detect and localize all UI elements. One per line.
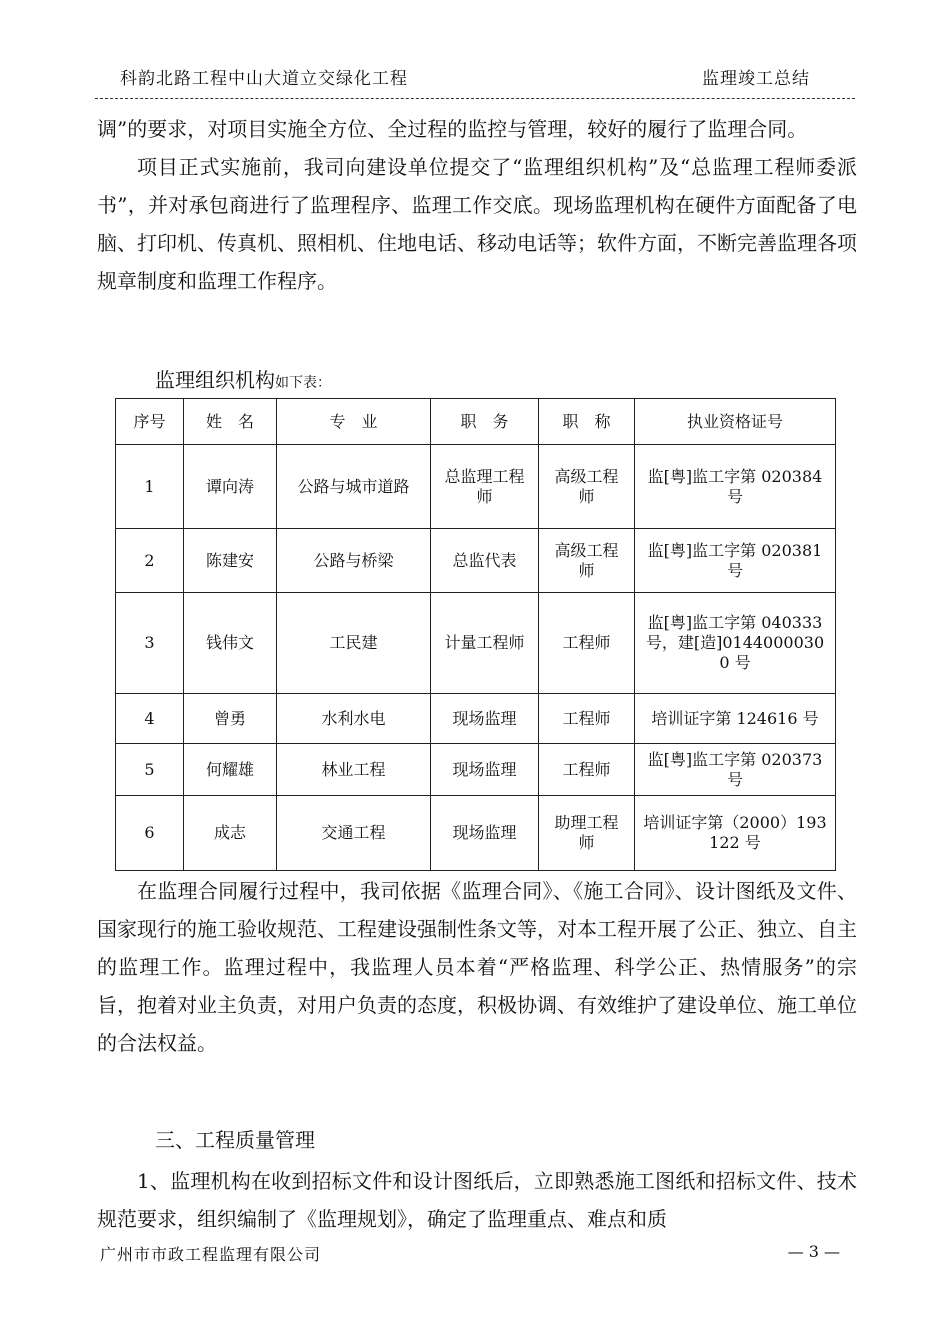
paragraph-quality-item-1: 1、监理机构在收到招标文件和设计图纸后，立即熟悉施工图纸和招标文件、技术规范要求，组织编制了《监理规划》，确定了监理重点、难点和质: [97, 1169, 857, 1231]
cell-name: 钱伟文: [184, 593, 277, 694]
cell-certificate: 监[粤]监工字第 020373 号: [635, 744, 836, 796]
cell-index: 2: [116, 529, 184, 593]
cell-name: 成志: [184, 796, 277, 871]
paragraph-contract-performance: 在监理合同履行过程中，我司依据《监理合同》、《施工合同》、设计图纸及文件、国家现行的施工验收规范、工程建设强制性条文等，对本工程开展了公正、独立、自主的监理工作。监理过程中，我监理人员本着“严格监理、科学公正、热情服务”的宗旨，抱着对业主负责，对用户负责的态度，积极协调、有效维护了建设单位、施工单位的合法权益。: [97, 879, 857, 1055]
cell-index: 6: [116, 796, 184, 871]
page-footer: [95, 1240, 855, 1270]
table-caption-title: 监理组织机构: [155, 368, 275, 392]
cell-certificate: 监[粤]监工字第 020381 号: [635, 529, 836, 593]
header-cell-title: 职 称: [539, 399, 635, 445]
cell-major: 工民建: [277, 593, 431, 694]
cell-major: 水利水电: [277, 694, 431, 744]
cell-title: 高级工程师: [539, 529, 635, 593]
section-title: 三、工程质量管理: [155, 1128, 315, 1152]
table-caption-suffix: 如下表：: [275, 375, 331, 391]
cell-position: 现场监理: [431, 694, 539, 744]
cell-index: 1: [116, 445, 184, 529]
section-text: [97, 1162, 857, 1238]
cell-name: 何耀雄: [184, 744, 277, 796]
cell-certificate: 监[粤]监工字第 020384 号: [635, 445, 836, 529]
cell-position: 现场监理: [431, 744, 539, 796]
cell-index: 5: [116, 744, 184, 796]
header-project-title: 科韵北路工程中山大道立交绿化工程: [120, 69, 408, 89]
cell-position: 总监理工程师: [431, 445, 539, 529]
table-caption: [155, 364, 331, 393]
table-row: [116, 694, 836, 744]
organization-table: [115, 398, 836, 871]
cell-name: 谭向涛: [184, 445, 277, 529]
cell-name: 曾勇: [184, 694, 277, 744]
contract-text: [97, 872, 857, 1062]
cell-title: 助理工程师: [539, 796, 635, 871]
cell-major: 林业工程: [277, 744, 431, 796]
paragraph-preparation: 项目正式实施前，我司向建设单位提交了“监理组织机构”及“总监理工程师委派书”，并对承包商进行了监理程序、监理工作交底。现场监理机构在硬件方面配备了电脑、打印机、传真机、照相机、住地电话、移动电话等；软件方面，不断完善监理各项规章制度和监理工作程序。: [97, 155, 857, 293]
paragraph-continuation: 调”的要求，对项目实施全方位、全过程的监控与管理，较好的履行了监理合同。: [97, 117, 808, 141]
cell-index: 3: [116, 593, 184, 694]
table-row: [116, 445, 836, 529]
cell-major: 公路与桥梁: [277, 529, 431, 593]
header-cell-certificate: 执业资格证号: [635, 399, 836, 445]
header-cell-position: 职 务: [431, 399, 539, 445]
table-row: [116, 593, 836, 694]
cell-title: 工程师: [539, 744, 635, 796]
cell-name: 陈建安: [184, 529, 277, 593]
header-cell-name: 姓 名: [184, 399, 277, 445]
cell-certificate: 培训证字第（2000）193122 号: [635, 796, 836, 871]
footer-company-name: 广州市市政工程监理有限公司: [100, 1245, 322, 1264]
cell-title: 高级工程师: [539, 445, 635, 529]
intro-text: [97, 110, 857, 300]
cell-index: 4: [116, 694, 184, 744]
cell-major: 交通工程: [277, 796, 431, 871]
page-number: — 3 —: [787, 1242, 840, 1261]
table-header-row: [116, 399, 836, 445]
header-document-title: 监理竣工总结: [702, 69, 810, 89]
cell-position: 计量工程师: [431, 593, 539, 694]
header-cell-index: 序号: [116, 399, 184, 445]
cell-title: 工程师: [539, 694, 635, 744]
header-dashed-rule: [95, 98, 855, 99]
cell-title: 工程师: [539, 593, 635, 694]
table-row: [116, 796, 836, 871]
cell-major: 公路与城市道路: [277, 445, 431, 529]
cell-certificate: 监[粤]监工字第 040333 号，建[造]01440000300 号: [635, 593, 836, 694]
cell-position: 现场监理: [431, 796, 539, 871]
table-row: [116, 529, 836, 593]
table-row: [116, 744, 836, 796]
cell-position: 总监代表: [431, 529, 539, 593]
cell-certificate: 培训证字第 124616 号: [635, 694, 836, 744]
header-cell-major: 专 业: [277, 399, 431, 445]
page-header: [95, 58, 855, 92]
